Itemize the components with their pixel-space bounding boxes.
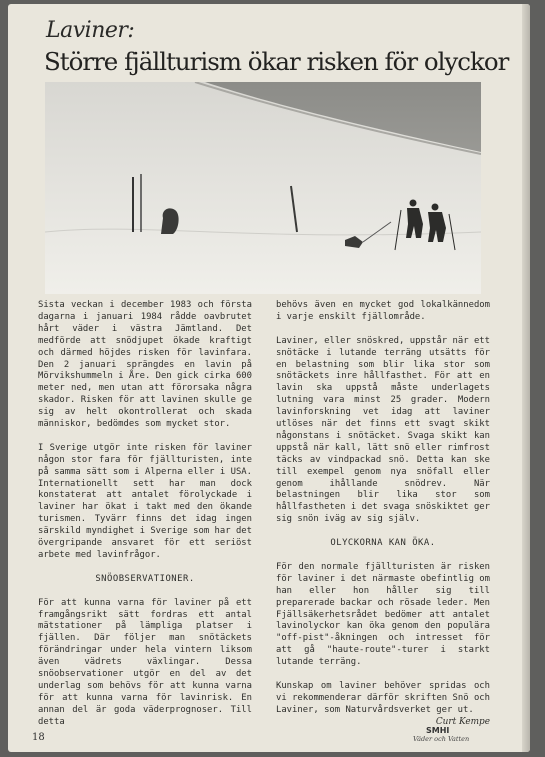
publication-name: Väder och Vatten — [413, 735, 470, 743]
body-paragraph: Kunskap om laviner behöver spridas och vi rekommenderar därför skriften Snö och Laviner, som Naturvårdsverket ger ut. — [276, 680, 490, 715]
article-headline: Större fjällturism ökar risken för olyckor — [44, 47, 509, 76]
body-paragraph: Sista veckan i december 1983 och första dagarna i januari 1984 rådde oavbrutet hårt väder i västra Jämtland. Det medförde att snödjupet ökade kraftigt och därmed höjdes risken för lavinfara. Den 2 januari sprängdes en lavin på Mörvikshummeln i Åre. Den gick cirka 600 meter ned, men utan att förorsaka några skador. Risken för att lavinen skulle ge sig av helt okontrollerat och skada människor, bedömdes som mycket stor. — [38, 300, 252, 430]
body-paragraph: För den normale fjällturisten är risken för laviner i det närmaste obefintlig om han eller hon håller sig till preparerade backar och rösade leder. Men Fjällsäkerhetsrådet bedömer att antalet lavinolyckor kan öka genom den populära "off-pist"-åkningen och intresset för att gå "haute-route"-turer i starkt lutande terräng. — [276, 561, 490, 668]
article-column-right — [276, 300, 490, 729]
section-subhead: OLYCKORNA KAN ÖKA. — [330, 538, 436, 549]
body-paragraph: För att kunna varna för laviner på ett framgångsrikt sätt fordras ett antal mätstationer på lämpliga platser i fjällen. Där följer man snötäckets förändringar under hela vintern liksom även vädrets växlingar. Dessa snöobservationer utgör en del av det underlag som behövs för att kunna varna för att kunna varna för lavinrisk. En annan del är goda väderprognoser. Till detta — [38, 597, 252, 727]
article-column-left — [38, 300, 252, 740]
body-paragraph: behövs även en mycket god lokalkännedom i varje enskilt fjällområde. — [276, 300, 490, 322]
body-paragraph: I Sverige utgör inte risken för laviner någon stor fara för fjällturisten, inte på samma sätt som i Alperna eller i USA. Internationellt sett har man dock konstaterat att antalet förolyckade i laviner har ökat i takt med den ökande turismen. Tyvärr finns det idag ingen särskild myndighet i Sverige som har det övergripande ansvaret för ett seriöst arbete med lavinfrågor. — [38, 442, 252, 561]
article-kicker: Laviner: — [46, 18, 135, 43]
magazine-page — [8, 4, 530, 752]
page-gutter-shadow — [522, 4, 530, 752]
publisher-logo: SMHI — [426, 726, 450, 735]
section-subhead: SNÖOBSERVATIONER. — [95, 573, 195, 584]
page-number: 18 — [32, 732, 45, 743]
avalanche-photo — [45, 82, 481, 294]
author-signature: Curt Kempe — [435, 716, 490, 727]
body-paragraph: Laviner, eller snöskred, uppstår när ett snötäcke i lutande terräng utsätts för en belastning som blir lika stor som snötäckets inre hållfasthet. För att en lavin ska uppstå måste underlagets lutning vara minst 25 grader. Modern lavinforskning vet idag att laviner utlöses när det finns ett svagt skikt någonstans i snötäcket. Svaga skikt kan uppstå när kall, lätt snö eller rimfrost täcks av vindpackad snö. Detta kan ske till exempel genom nya snöfall eller genom ihållande snödrev. När belastningen blir lika stor som hållfastheten i det svaga snöskiktet ger sig snön iväg av sig själv. — [276, 335, 490, 525]
